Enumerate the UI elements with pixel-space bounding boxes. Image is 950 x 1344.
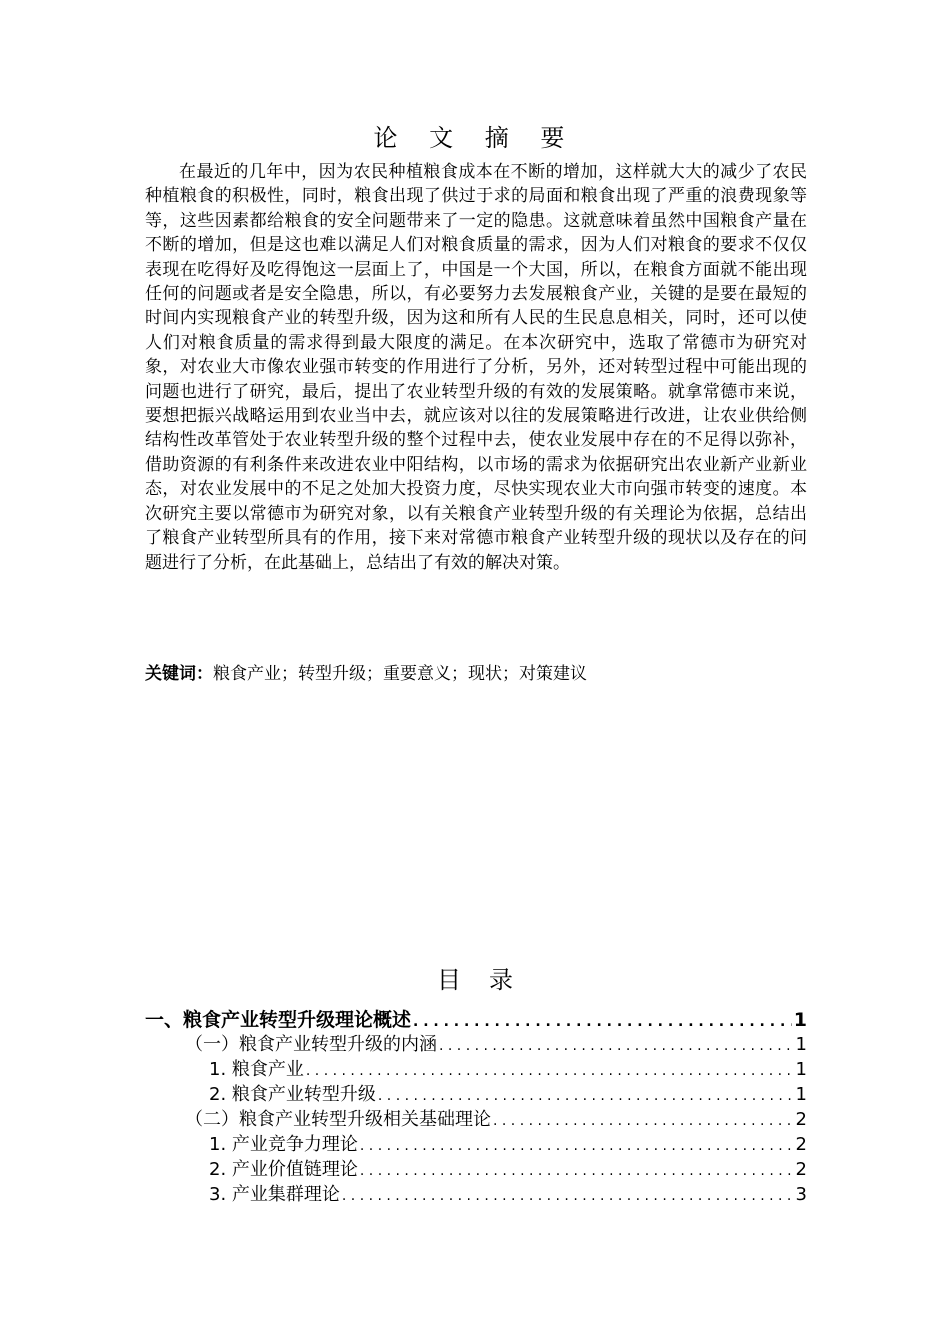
toc-entry-label: 2. 粮食产业转型升级 <box>209 1084 376 1105</box>
toc-entry[interactable] <box>145 1180 807 1205</box>
toc-entry[interactable] <box>145 1030 807 1055</box>
toc-entry-page: 2 <box>795 1134 807 1155</box>
toc-entry[interactable] <box>145 1080 807 1105</box>
toc-entry-label: 1. 粮食产业 <box>209 1059 304 1080</box>
toc-leader-dots <box>360 1163 794 1179</box>
toc-leader-dots <box>360 1138 794 1154</box>
toc-entry[interactable] <box>145 1155 807 1180</box>
toc-leader-dots <box>413 1014 792 1030</box>
toc-leader-dots <box>342 1188 794 1204</box>
toc-entry-label: （二）粮食产业转型升级相关基础理论 <box>185 1109 491 1130</box>
toc-entry-page: 3 <box>795 1184 807 1205</box>
toc-leader-dots <box>493 1113 794 1129</box>
toc-entry[interactable] <box>145 1105 807 1130</box>
toc-entry[interactable] <box>145 1005 807 1030</box>
toc-entry-label: 一、粮食产业转型升级理论概述 <box>145 1009 412 1031</box>
keywords-label: 关键词： <box>145 664 213 684</box>
toc-entry-label: 1. 产业竞争力理论 <box>209 1134 358 1155</box>
toc-entry-label: 3. 产业集群理论 <box>209 1184 340 1205</box>
toc-leader-dots <box>439 1038 794 1054</box>
toc-leader-dots <box>306 1063 794 1079</box>
abstract-body: 在最近的几年中，因为农民种植粮食成本在不断的增加，这样就大大的减少了农民种植粮食的积极性，同时，粮食出现了供过于求的局面和粮食出现了严重的浪费现象等等，这些因素都给粮食的安全问题带来了一定的隐患。这就意味着虽然中国粮食产量在不断的增加，但是这也难以满足人们对粮食质量的需求，因为人们对粮食的要求不仅仅表现在吃得好及吃得饱这一层面上了，中国是一个大国，所以，在粮食方面就不能出现任何的问题或者是安全隐患，所以，有必要努力去发展粮食产业，关键的是要在最短的时间内实现粮食产业的转型升级，因为这和所有人民的生民息息相关，同时，还可以使人们对粮食质量的需求得到最大限度的满足。在本次研究中，选取了常德市为研究对象，对农业大市像农业强市转变的作用进行了分析，另外，还对转型过程中可能出现的问题也进行了研究，最后，提出了农业转型升级的有效的发展策略。就拿常德市来说，要想把振兴战略运用到农业当中去，就应该对以往的发展策略进行改进，让农业供给侧结构性改革管处于农业转型升级的整个过程中去，使农业发展中存在的不足得以弥补，借助资源的有利条件来改进农业中阳结构，以市场的需求为依据研究出农业新产业新业态，对农业发展中的不足之处加大投资力度，尽快实现农业大市向强市转变的速度。本次研究主要以常德市为研究对象，以有关粮食产业转型升级的有关理论为依据，总结出了粮食产业转型所具有的作用，接下来对常德市粮食产业转型升级的现状以及存在的问题进行了分析，在此基础上，总结出了有效的解决对策。 <box>145 162 807 573</box>
toc-entry-page: 1 <box>793 1009 807 1031</box>
abstract-title: 论 文 摘 要 <box>373 124 577 152</box>
toc-title-char-2: 录 <box>489 966 513 994</box>
toc-entry-label: （一）粮食产业转型升级的内涵 <box>185 1034 437 1055</box>
toc-entry-page: 2 <box>795 1159 807 1180</box>
toc-entry[interactable] <box>145 1130 807 1155</box>
toc-entry-page: 1 <box>795 1059 807 1080</box>
table-of-contents <box>145 1005 807 1205</box>
toc-title-char-1: 目 <box>437 966 461 994</box>
keywords-text: 粮食产业；转型升级；重要意义；现状；对策建议 <box>213 664 587 684</box>
toc-entry-page: 1 <box>795 1034 807 1055</box>
toc-entry-page: 1 <box>795 1084 807 1105</box>
toc-title <box>0 960 950 995</box>
toc-entry-label: 2. 产业价值链理论 <box>209 1159 358 1180</box>
toc-leader-dots <box>378 1088 794 1104</box>
toc-entry-page: 2 <box>795 1109 807 1130</box>
keywords-line <box>145 662 807 686</box>
toc-entry[interactable] <box>145 1055 807 1080</box>
